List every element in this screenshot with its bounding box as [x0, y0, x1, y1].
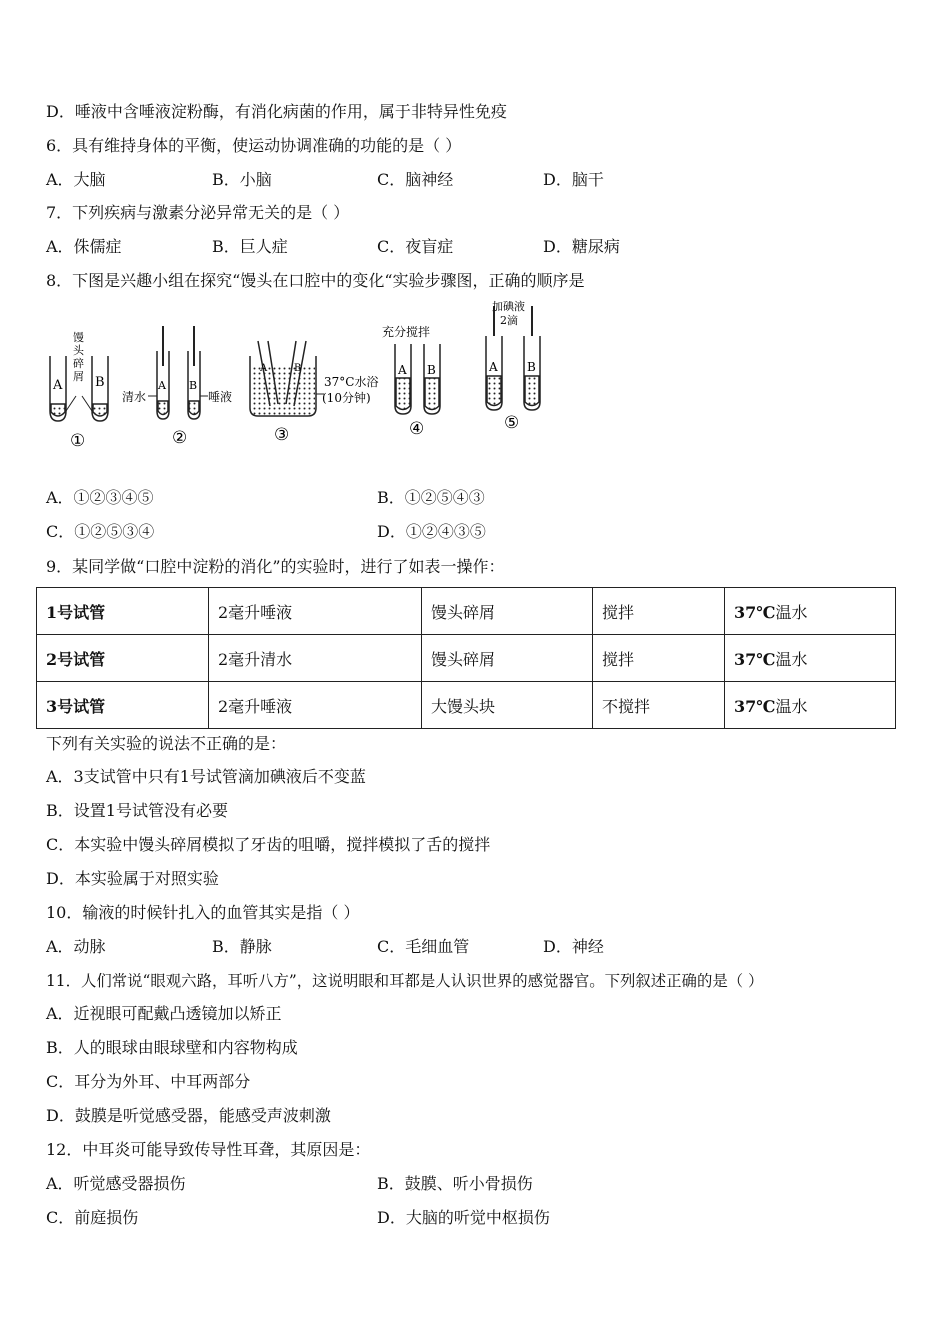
q6-option-b: B．小脑 — [212, 170, 272, 189]
iodine-label: 加碘液 — [492, 300, 525, 313]
temp-unit: 温水 — [775, 696, 808, 716]
step-number-3: ③ — [274, 425, 290, 445]
experiment-steps-figure — [42, 296, 562, 456]
tube-b-label: B — [95, 375, 105, 390]
svg-text:A: A — [158, 379, 166, 392]
q10-option-d: D．神经 — [543, 937, 604, 956]
step1-label-1: 馒 — [73, 331, 84, 344]
bath-time-label: (10分钟) — [322, 391, 371, 405]
svg-text:B: B — [189, 379, 198, 392]
temp-value: 37℃ — [734, 602, 776, 622]
q6-option-d: D．脑干 — [543, 170, 604, 189]
table-cell-temp — [725, 588, 896, 635]
svg-text:A: A — [489, 360, 498, 374]
temp-value: 37℃ — [734, 649, 776, 669]
bath-label: 37°C水浴 — [324, 375, 379, 389]
table-cell: 2毫升清水 — [209, 635, 422, 682]
q10-option-b: B．静脉 — [212, 937, 272, 956]
q8-option-b: B．①②⑤④③ — [377, 488, 485, 507]
q8-option-d: D．①②④③⑤ — [377, 522, 486, 541]
step-2-tubes — [148, 326, 208, 419]
q9-follow: 下列有关实验的说法不正确的是： — [46, 734, 287, 753]
step-number-2: ② — [172, 428, 188, 448]
q6-option-c: C．脑神经 — [377, 170, 454, 189]
svg-text:B: B — [527, 360, 536, 374]
table-cell: 大馒头块 — [422, 682, 593, 729]
q8-option-c: C．①②⑤③④ — [46, 522, 155, 541]
svg-text:A: A — [398, 363, 407, 377]
svg-text:B: B — [427, 363, 436, 377]
q10-option-a: A．动脉 — [46, 937, 106, 956]
q12-option-d: D．大脑的听觉中枢损伤 — [377, 1208, 550, 1227]
q12-option-a: A．听觉感受器损伤 — [46, 1174, 186, 1193]
q11-option-b: B．人的眼球由眼球壁和内容物构成 — [46, 1038, 298, 1057]
q12-option-c: C．前庭损伤 — [46, 1208, 139, 1227]
q7-option-d: D．糖尿病 — [543, 237, 620, 256]
svg-text:B: B — [294, 363, 302, 374]
table-row — [37, 588, 896, 635]
tube-a-label: A — [53, 378, 63, 393]
stir-label: 充分搅拌 — [382, 325, 431, 339]
table-cell: 搅拌 — [593, 588, 725, 635]
water-label: 清水 — [122, 390, 147, 404]
q9-option-c: C．本实验中馒头碎屑模拟了牙齿的咀嚼，搅拌模拟了舌的搅拌 — [46, 835, 491, 854]
temp-unit: 温水 — [775, 649, 808, 669]
step-number-4: ④ — [409, 419, 425, 439]
temp-unit: 温水 — [775, 602, 808, 622]
q11-option-c: C．耳分为外耳、中耳两部分 — [46, 1072, 251, 1091]
q7-option-a: A．侏儒症 — [46, 237, 122, 256]
table-cell: 1号试管 — [37, 588, 209, 635]
table-cell-temp — [725, 635, 896, 682]
experiment-table — [36, 587, 896, 729]
table-cell: 3号试管 — [37, 682, 209, 729]
table-cell: 不搅拌 — [593, 682, 725, 729]
step1-label-3: 碎 — [73, 357, 84, 370]
table-cell: 馒头碎屑 — [422, 588, 593, 635]
step-number-5: ⑤ — [504, 413, 520, 433]
iodine-drops-label: 2滴 — [500, 314, 518, 327]
step1-label-4: 屑 — [73, 370, 84, 383]
table-cell-temp — [725, 682, 896, 729]
q7-stem: 7．下列疾病与激素分泌异常无关的是（ ） — [46, 203, 350, 222]
table-cell: 搅拌 — [593, 635, 725, 682]
step-number-1: ① — [70, 431, 86, 451]
q9-stem: 9．某同学做“口腔中淀粉的消化”的实验时，进行了如表一操作： — [46, 557, 505, 576]
step-3-water-bath — [250, 341, 324, 416]
step1-label-2: 头 — [73, 344, 84, 357]
saliva-label: 唾液 — [208, 390, 233, 404]
q9-option-a: A．3支试管中只有1号试管滴加碘液后不变蓝 — [46, 767, 366, 786]
q5-option-d: D．唾液中含唾液淀粉酶，有消化病菌的作用，属于非特异性免疫 — [46, 102, 507, 121]
q8-option-a: A．①②③④⑤ — [46, 488, 154, 507]
table-row — [37, 635, 896, 682]
q10-option-c: C．毛细血管 — [377, 937, 470, 956]
q7-option-c: C．夜盲症 — [377, 237, 454, 256]
q6-option-a: A．大脑 — [46, 170, 106, 189]
q6-stem: 6．具有维持身体的平衡，使运动协调准确的功能的是（ ） — [46, 136, 462, 155]
svg-text:A: A — [260, 363, 268, 374]
q11-option-a: A．近视眼可配戴凸透镜加以矫正 — [46, 1004, 282, 1023]
q9-option-d: D．本实验属于对照实验 — [46, 869, 219, 888]
q9-option-b: B．设置1号试管没有必要 — [46, 801, 228, 820]
temp-value: 37℃ — [734, 696, 776, 716]
table-cell: 2毫升唾液 — [209, 588, 422, 635]
table-cell: 2号试管 — [37, 635, 209, 682]
table-cell: 2毫升唾液 — [209, 682, 422, 729]
table-cell: 馒头碎屑 — [422, 635, 593, 682]
q12-stem: 12．中耳炎可能导致传导性耳聋，其原因是： — [46, 1140, 371, 1159]
q12-option-b: B．鼓膜、听小骨损伤 — [377, 1174, 533, 1193]
step-4-tubes — [395, 344, 440, 414]
q7-option-b: B．巨人症 — [212, 237, 288, 256]
q11-option-d: D．鼓膜是听觉感受器，能感受声波刺激 — [46, 1106, 331, 1125]
q11-stem: 11．人们常说“眼观六路，耳听八方”，这说明眼和耳都是人认识世界的感觉器官。下列叙述正确的是（ ） — [46, 972, 764, 990]
table-row — [37, 682, 896, 729]
q10-stem: 10．输液的时候针扎入的血管其实是指（ ） — [46, 903, 360, 922]
q8-stem: 8．下图是兴趣小组在探究“馒头在口腔中的变化“实验步骤图，正确的顺序是 — [46, 271, 585, 290]
